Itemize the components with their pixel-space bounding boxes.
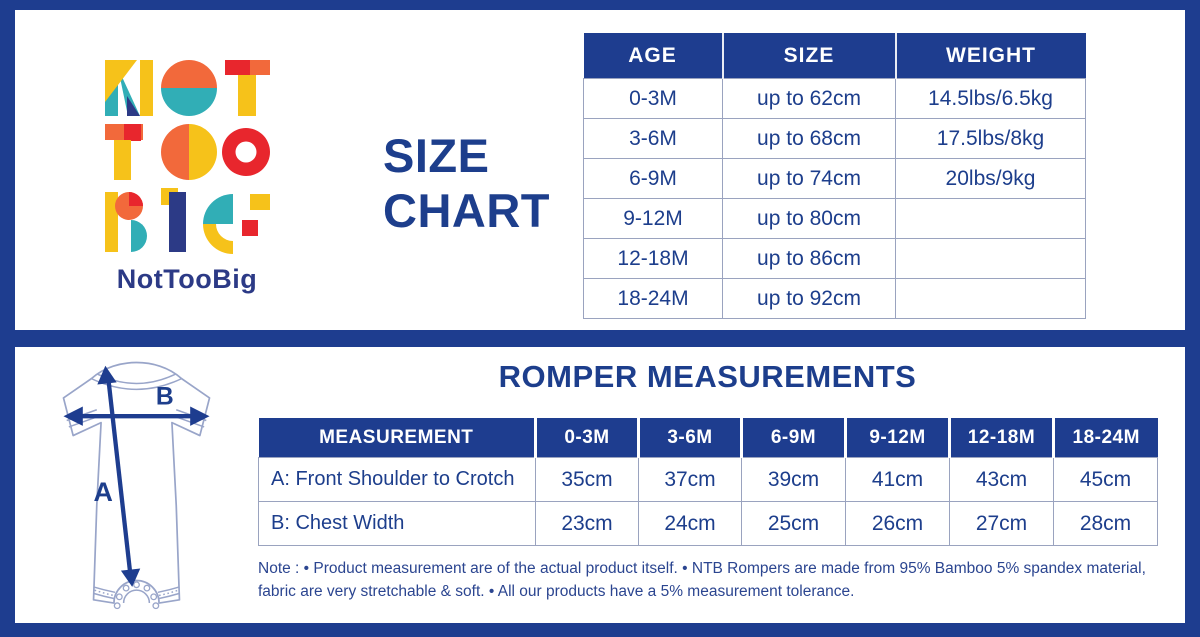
size-cell: up to 80cm	[723, 199, 896, 239]
weight-cell	[896, 239, 1086, 279]
col-header-12-18m: 12-18M	[950, 418, 1054, 458]
value-cell: 37cm	[639, 458, 742, 502]
col-header-0-3m: 0-3M	[536, 418, 639, 458]
table-row	[584, 119, 1086, 159]
table-row	[259, 458, 1158, 502]
value-cell: 27cm	[950, 502, 1054, 546]
table-row	[584, 79, 1086, 119]
age-cell: 3-6M	[584, 119, 723, 159]
weight-cell	[896, 199, 1086, 239]
measurement-table	[258, 418, 1158, 546]
col-header-3-6m: 3-6M	[639, 418, 742, 458]
weight-cell: 14.5lbs/6.5kg	[896, 79, 1086, 119]
value-cell: 28cm	[1054, 502, 1158, 546]
romper-diagram	[29, 355, 244, 617]
age-cell: 9-12M	[584, 199, 723, 239]
measurement-label: B: Chest Width	[259, 502, 536, 546]
size-table-header-age: AGE	[584, 33, 723, 79]
size-cell: up to 68cm	[723, 119, 896, 159]
size-cell: up to 92cm	[723, 279, 896, 319]
weight-cell	[896, 279, 1086, 319]
size-table-header-size: SIZE	[723, 33, 896, 79]
table-row	[259, 502, 1158, 546]
romper-measurements-title: ROMPER MEASUREMENTS	[498, 359, 917, 394]
value-cell: 45cm	[1054, 458, 1158, 502]
size-cell: up to 62cm	[723, 79, 896, 119]
value-cell: 26cm	[846, 502, 950, 546]
table-row	[584, 159, 1086, 199]
measurement-header: MEASUREMENT	[259, 418, 536, 458]
measurement-label: A: Front Shoulder to Crotch	[259, 458, 536, 502]
measure-b-label: B	[155, 383, 174, 411]
size-chart-title-line2: CHART	[383, 184, 550, 238]
value-cell: 43cm	[950, 458, 1054, 502]
age-cell: 18-24M	[584, 279, 723, 319]
col-header-6-9m: 6-9M	[742, 418, 846, 458]
size-table-header-weight: WEIGHT	[896, 33, 1086, 79]
table-row	[584, 239, 1086, 279]
table-row	[584, 199, 1086, 239]
size-table-header-row	[584, 33, 1086, 79]
brand-wordmark: NotTooBig	[116, 264, 258, 294]
size-chart-panel	[15, 10, 1185, 330]
col-header-18-24m: 18-24M	[1054, 418, 1158, 458]
value-cell: 25cm	[742, 502, 846, 546]
value-cell: 39cm	[742, 458, 846, 502]
weight-cell: 17.5lbs/8kg	[896, 119, 1086, 159]
value-cell: 41cm	[846, 458, 950, 502]
note-text: Note : • Product measurement are of the actual product itself. • NTB Rompers are made from 95% Bamboo 5% spandex material, fabric are very stretchable & soft. • All our products have a 5% measurement tolerance.	[258, 560, 1146, 601]
age-cell: 0-3M	[584, 79, 723, 119]
measure-a-label: A	[93, 477, 113, 508]
size-table	[583, 33, 1086, 319]
weight-cell: 20lbs/9kg	[896, 159, 1086, 199]
age-cell: 12-18M	[584, 239, 723, 279]
romper-illustration-icon	[29, 355, 244, 617]
romper-measurements-panel	[15, 347, 1185, 623]
table-row	[584, 279, 1086, 319]
brand-logo-block	[103, 60, 271, 295]
size-cell: up to 86cm	[723, 239, 896, 279]
size-cell: up to 74cm	[723, 159, 896, 199]
value-cell: 35cm	[536, 458, 639, 502]
value-cell: 23cm	[536, 502, 639, 546]
age-cell: 6-9M	[584, 159, 723, 199]
size-chart-title	[383, 128, 550, 239]
measurement-table-header-row	[259, 418, 1158, 458]
col-header-9-12m: 9-12M	[846, 418, 950, 458]
not-too-big-logo-icon	[105, 60, 270, 256]
value-cell: 24cm	[639, 502, 742, 546]
size-chart-title-line1: SIZE	[383, 129, 490, 182]
